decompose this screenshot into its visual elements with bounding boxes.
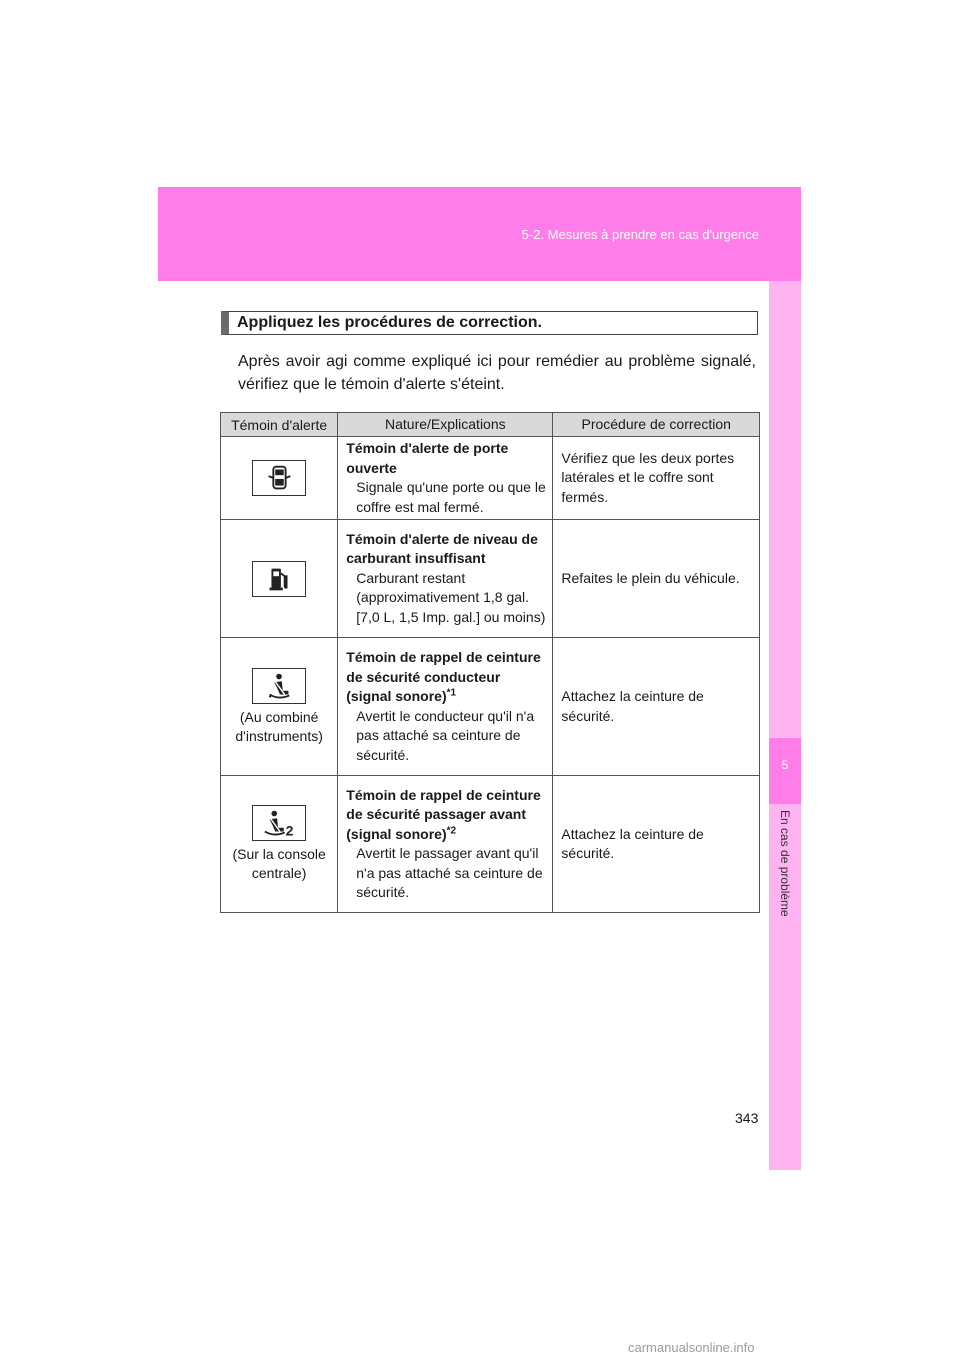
table-row — [221, 437, 760, 520]
table-row — [221, 776, 760, 913]
warning-title: Témoin d'alerte de porte ouverte — [346, 440, 509, 476]
column-header: Nature/Explications — [338, 413, 553, 437]
door-open-icon — [252, 460, 306, 496]
warning-title-text: Témoin de rappel de ceinture de sécurité conducteur (signal sonore) — [346, 649, 541, 704]
section-breadcrumb: 5-2. Mesures à prendre en cas d'urgence — [521, 227, 759, 242]
table-row — [221, 638, 760, 776]
correction-cell: Attachez la ceinture de sécurité. — [553, 638, 760, 776]
explanation-cell — [338, 520, 553, 638]
warning-title: Témoin d'alerte de niveau de carburant insuffisant — [346, 530, 538, 567]
section-heading: Appliquez les procédures de correction. — [221, 311, 758, 335]
table-header-row — [221, 413, 760, 437]
warning-description: Avertit le conducteur qu'il n'a pas attaché sa ceinture de sécurité. — [356, 707, 535, 763]
page-number: 343 — [735, 1110, 759, 1126]
svg-text:2: 2 — [285, 823, 294, 840]
chapter-number: 5 — [781, 758, 789, 772]
chapter-header-band — [158, 187, 801, 281]
intro-paragraph: Après avoir agi comme expliqué ici pour remédier au problème signalé, vérifiez que le témoin d'alerte s'éteint. — [238, 353, 756, 393]
warning-lights-table — [220, 412, 760, 913]
seatbelt-passenger-icon — [252, 805, 306, 841]
correction-cell: Attachez la ceinture de sécurité. — [553, 776, 760, 913]
column-header: Procédure de correction — [553, 413, 760, 437]
seatbelt-driver-icon — [252, 668, 306, 704]
warning-title — [346, 648, 546, 707]
warning-title-text: Témoin de rappel de ceinture de sécurité passager avant (signal sonore) — [346, 786, 541, 842]
warning-title — [346, 786, 546, 845]
chapter-tab-label: En cas de problème — [778, 810, 792, 917]
explanation-cell — [338, 437, 553, 520]
column-header: Témoin d'alerte — [221, 413, 338, 437]
warning-icon-cell — [221, 437, 338, 520]
correction-cell: Vérifiez que les deux portes latérales et le coffre sont fermés. — [553, 437, 760, 520]
fuel-pump-icon — [252, 561, 306, 597]
warning-description: Avertit le passager avant qu'il n'a pas attaché sa ceinture de sécurité. — [356, 845, 543, 900]
explanation-cell — [338, 776, 553, 913]
chapter-side-tab — [769, 281, 801, 1170]
warning-description: Signale qu'une porte ou que le coffre est mal fermé. — [356, 479, 546, 515]
table-row — [221, 520, 760, 638]
warning-icon-cell — [221, 520, 338, 638]
warning-description: Carburant restant (approximativement 1,8 gal. [7,0 L, 1,5 Imp. gal.] ou moins) — [356, 569, 546, 625]
icon-location-note: (Au combiné d'instruments) — [235, 708, 323, 744]
explanation-cell — [338, 638, 553, 776]
chapter-tab-active — [769, 738, 801, 804]
correction-cell: Refaites le plein du véhicule. — [553, 520, 760, 638]
warning-icon-cell — [221, 638, 338, 776]
watermark: carmanualsonline.info — [628, 1340, 755, 1355]
footnote-marker: *2 — [446, 824, 457, 836]
footnote-marker: *1 — [446, 687, 457, 699]
icon-location-note: (Sur la console centrale) — [232, 846, 326, 881]
warning-icon-cell — [221, 776, 338, 913]
